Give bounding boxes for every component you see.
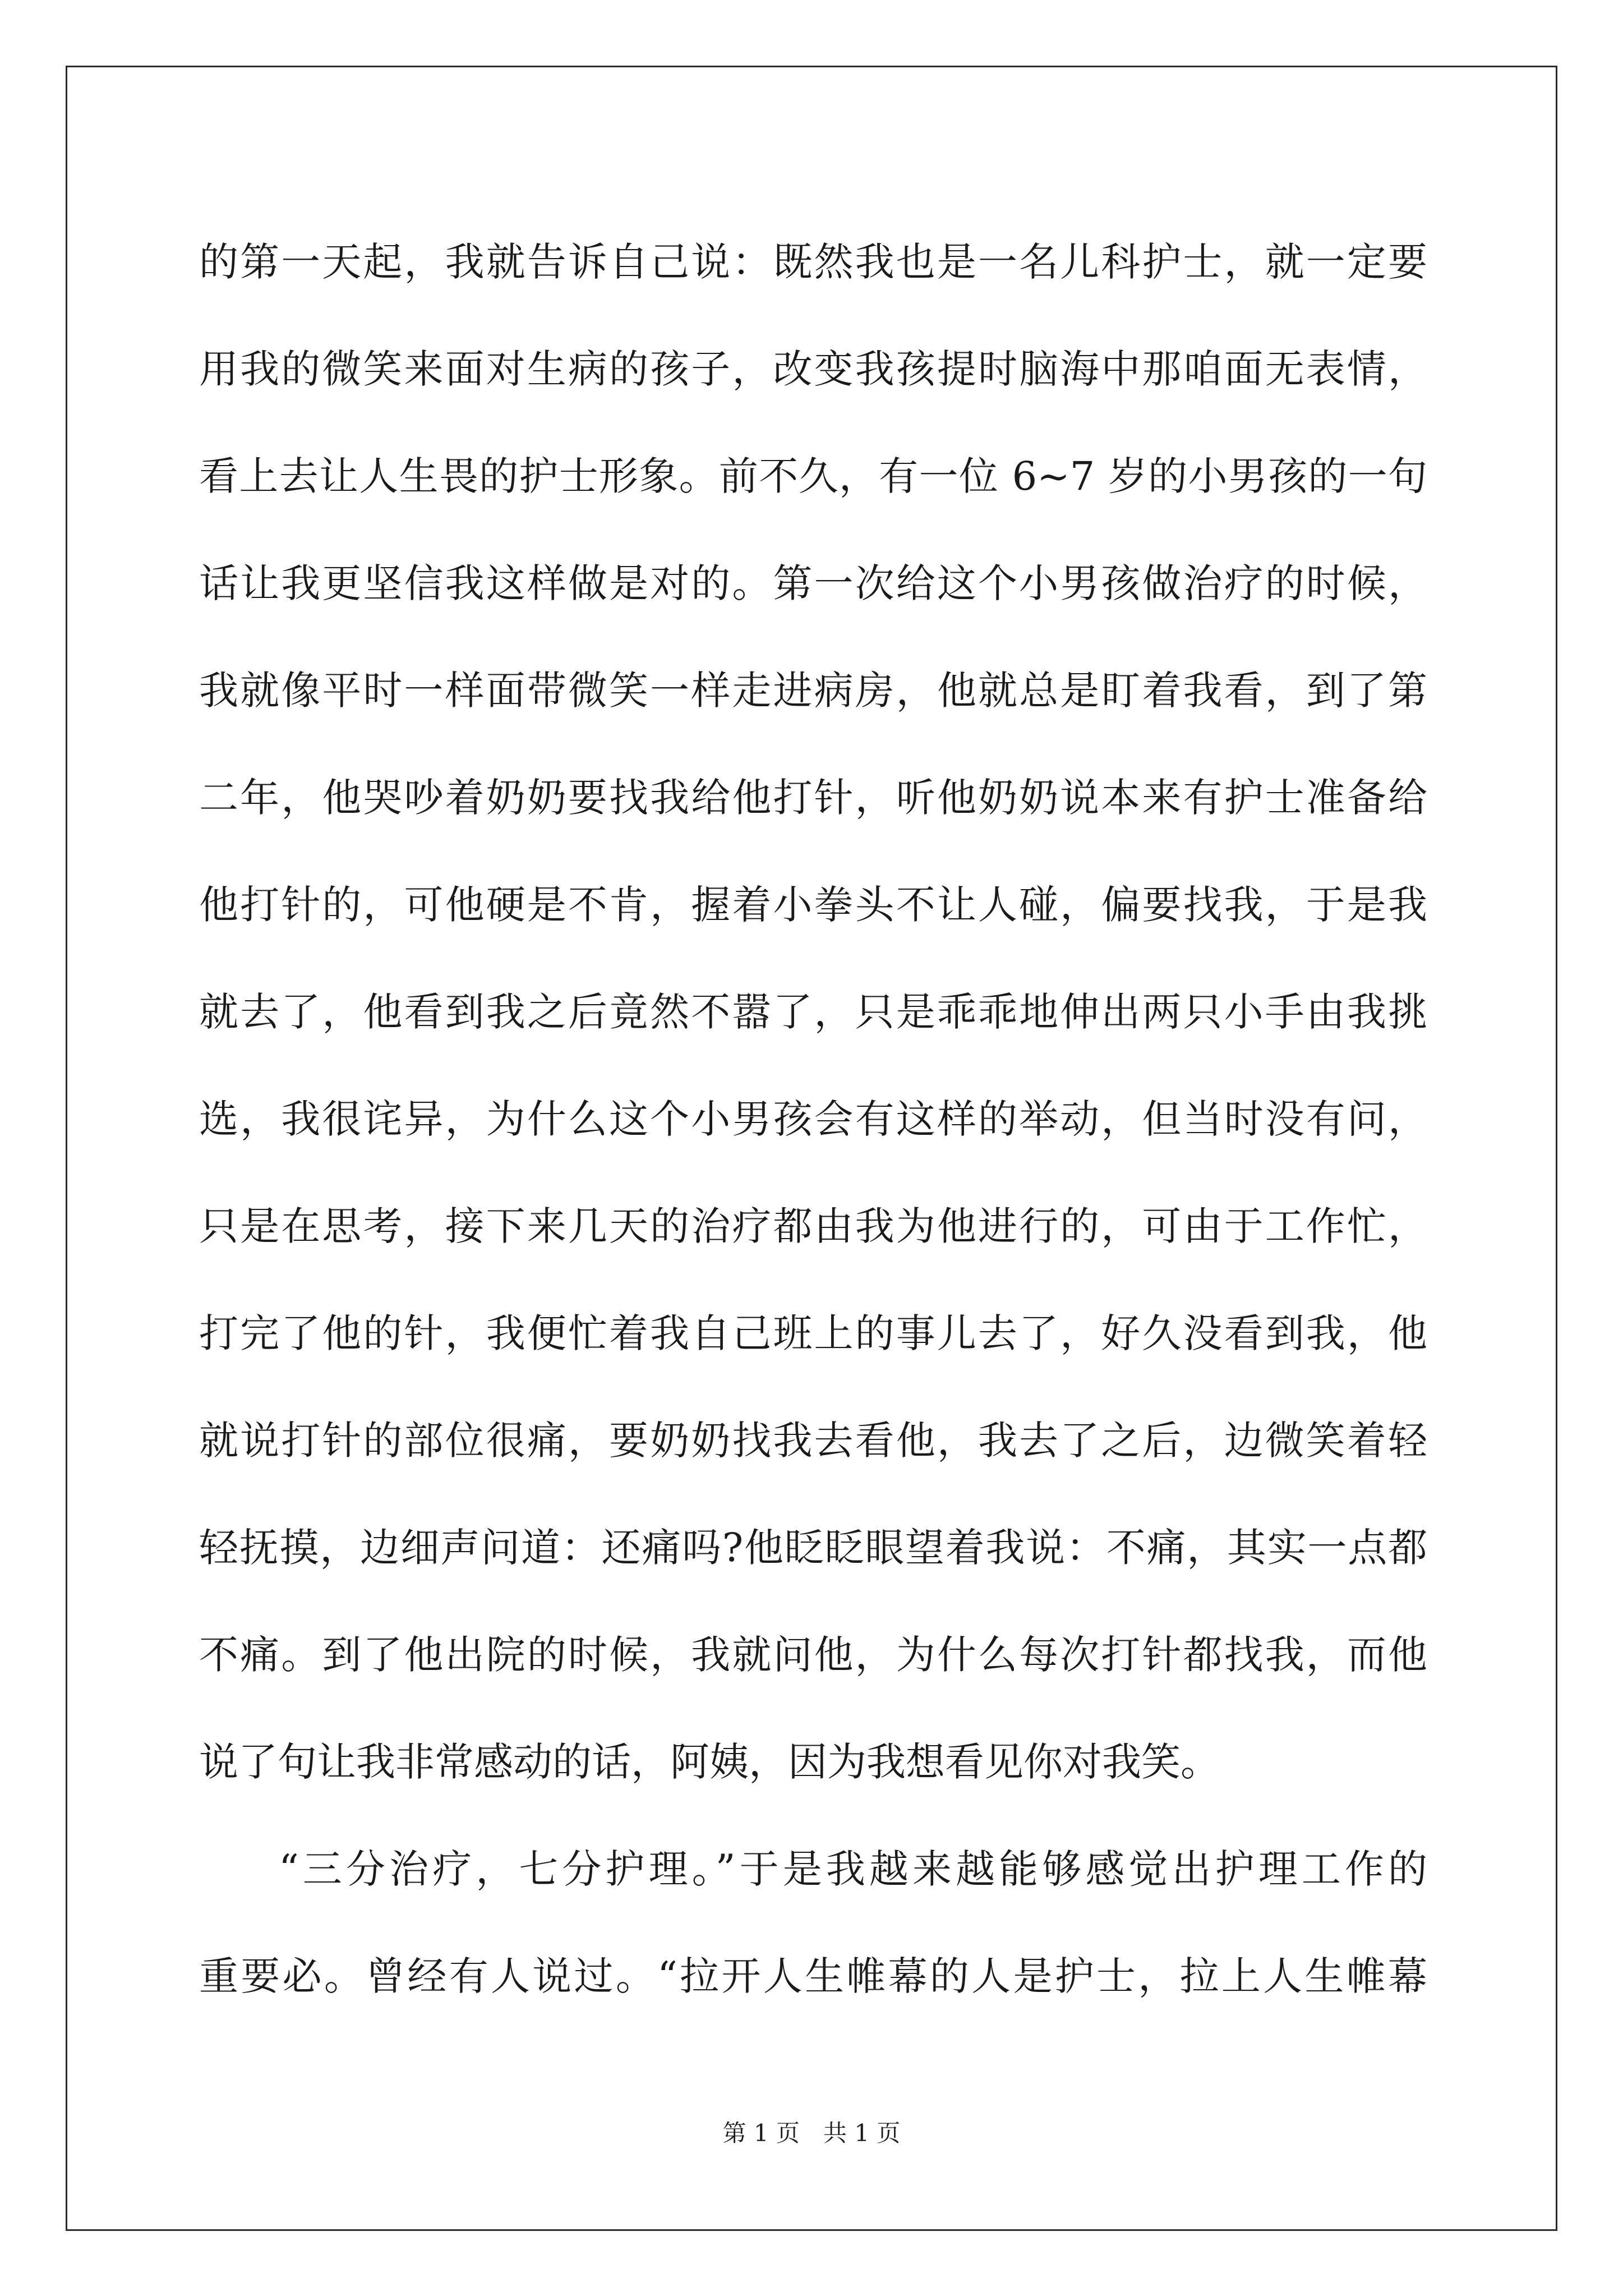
text-line: 二年，他哭吵着奶奶要找我给他打针，听他奶奶说本来有护士准备给: [199, 775, 1427, 821]
page-footer: 第 1 页 共 1 页: [722, 2119, 901, 2147]
text-line: 不痛。到了他出院的时候，我就问他，为什么每次打针都找我，而他: [199, 1632, 1427, 1678]
text-line: 我就像平时一样面带微笑一样走进病房，他就总是盯着我看，到了第: [199, 668, 1427, 714]
text-line: 重要必。曾经有人说过。“拉开人生帷幕的人是护士，拉上人生帷幕: [199, 1953, 1427, 1999]
text-line: “三分治疗，七分护理。”于是我越来越能够感觉出护理工作的: [279, 1846, 1427, 1892]
text-line: 看上去让人生畏的护士形象。前不久，有一位 6~7 岁的小男孩的一句: [199, 453, 1427, 499]
document-body: [199, 209, 1427, 2030]
text-line: 只是在思考，接下来几天的治疗都由我为他进行的，可由于工作忙，: [199, 1203, 1427, 1249]
text-line: 打完了他的针，我便忙着我自己班上的事儿去了，好久没看到我，他: [199, 1310, 1427, 1356]
text-line: 用我的微笑来面对生病的孩子，改变我孩提时脑海中那咱面无表情，: [199, 346, 1427, 392]
text-line: 的第一天起，我就告诉自己说：既然我也是一名儿科护士，就一定要: [199, 239, 1427, 285]
text-line: 说了句让我非常感动的话，阿姨，因为我想看见你对我笑。: [199, 1739, 1220, 1785]
text-line: 轻抚摸，边细声问道：还痛吗?他眨眨眼望着我说：不痛，其实一点都: [199, 1525, 1427, 1571]
text-line: 他打针的，可他硬是不肯，握着小拳头不让人碰，偏要找我，于是我: [199, 882, 1427, 928]
text-line: 选，我很诧异，为什么这个小男孩会有这样的举动，但当时没有问，: [199, 1096, 1427, 1142]
text-line: 话让我更坚信我这样做是对的。第一次给这个小男孩做治疗的时候，: [199, 560, 1427, 606]
text-line: 就去了，他看到我之后竟然不嚣了，只是乖乖地伸出两只小手由我挑: [199, 989, 1427, 1035]
text-line: 就说打针的部位很痛，要奶奶找我去看他，我去了之后，边微笑着轻: [199, 1418, 1427, 1464]
